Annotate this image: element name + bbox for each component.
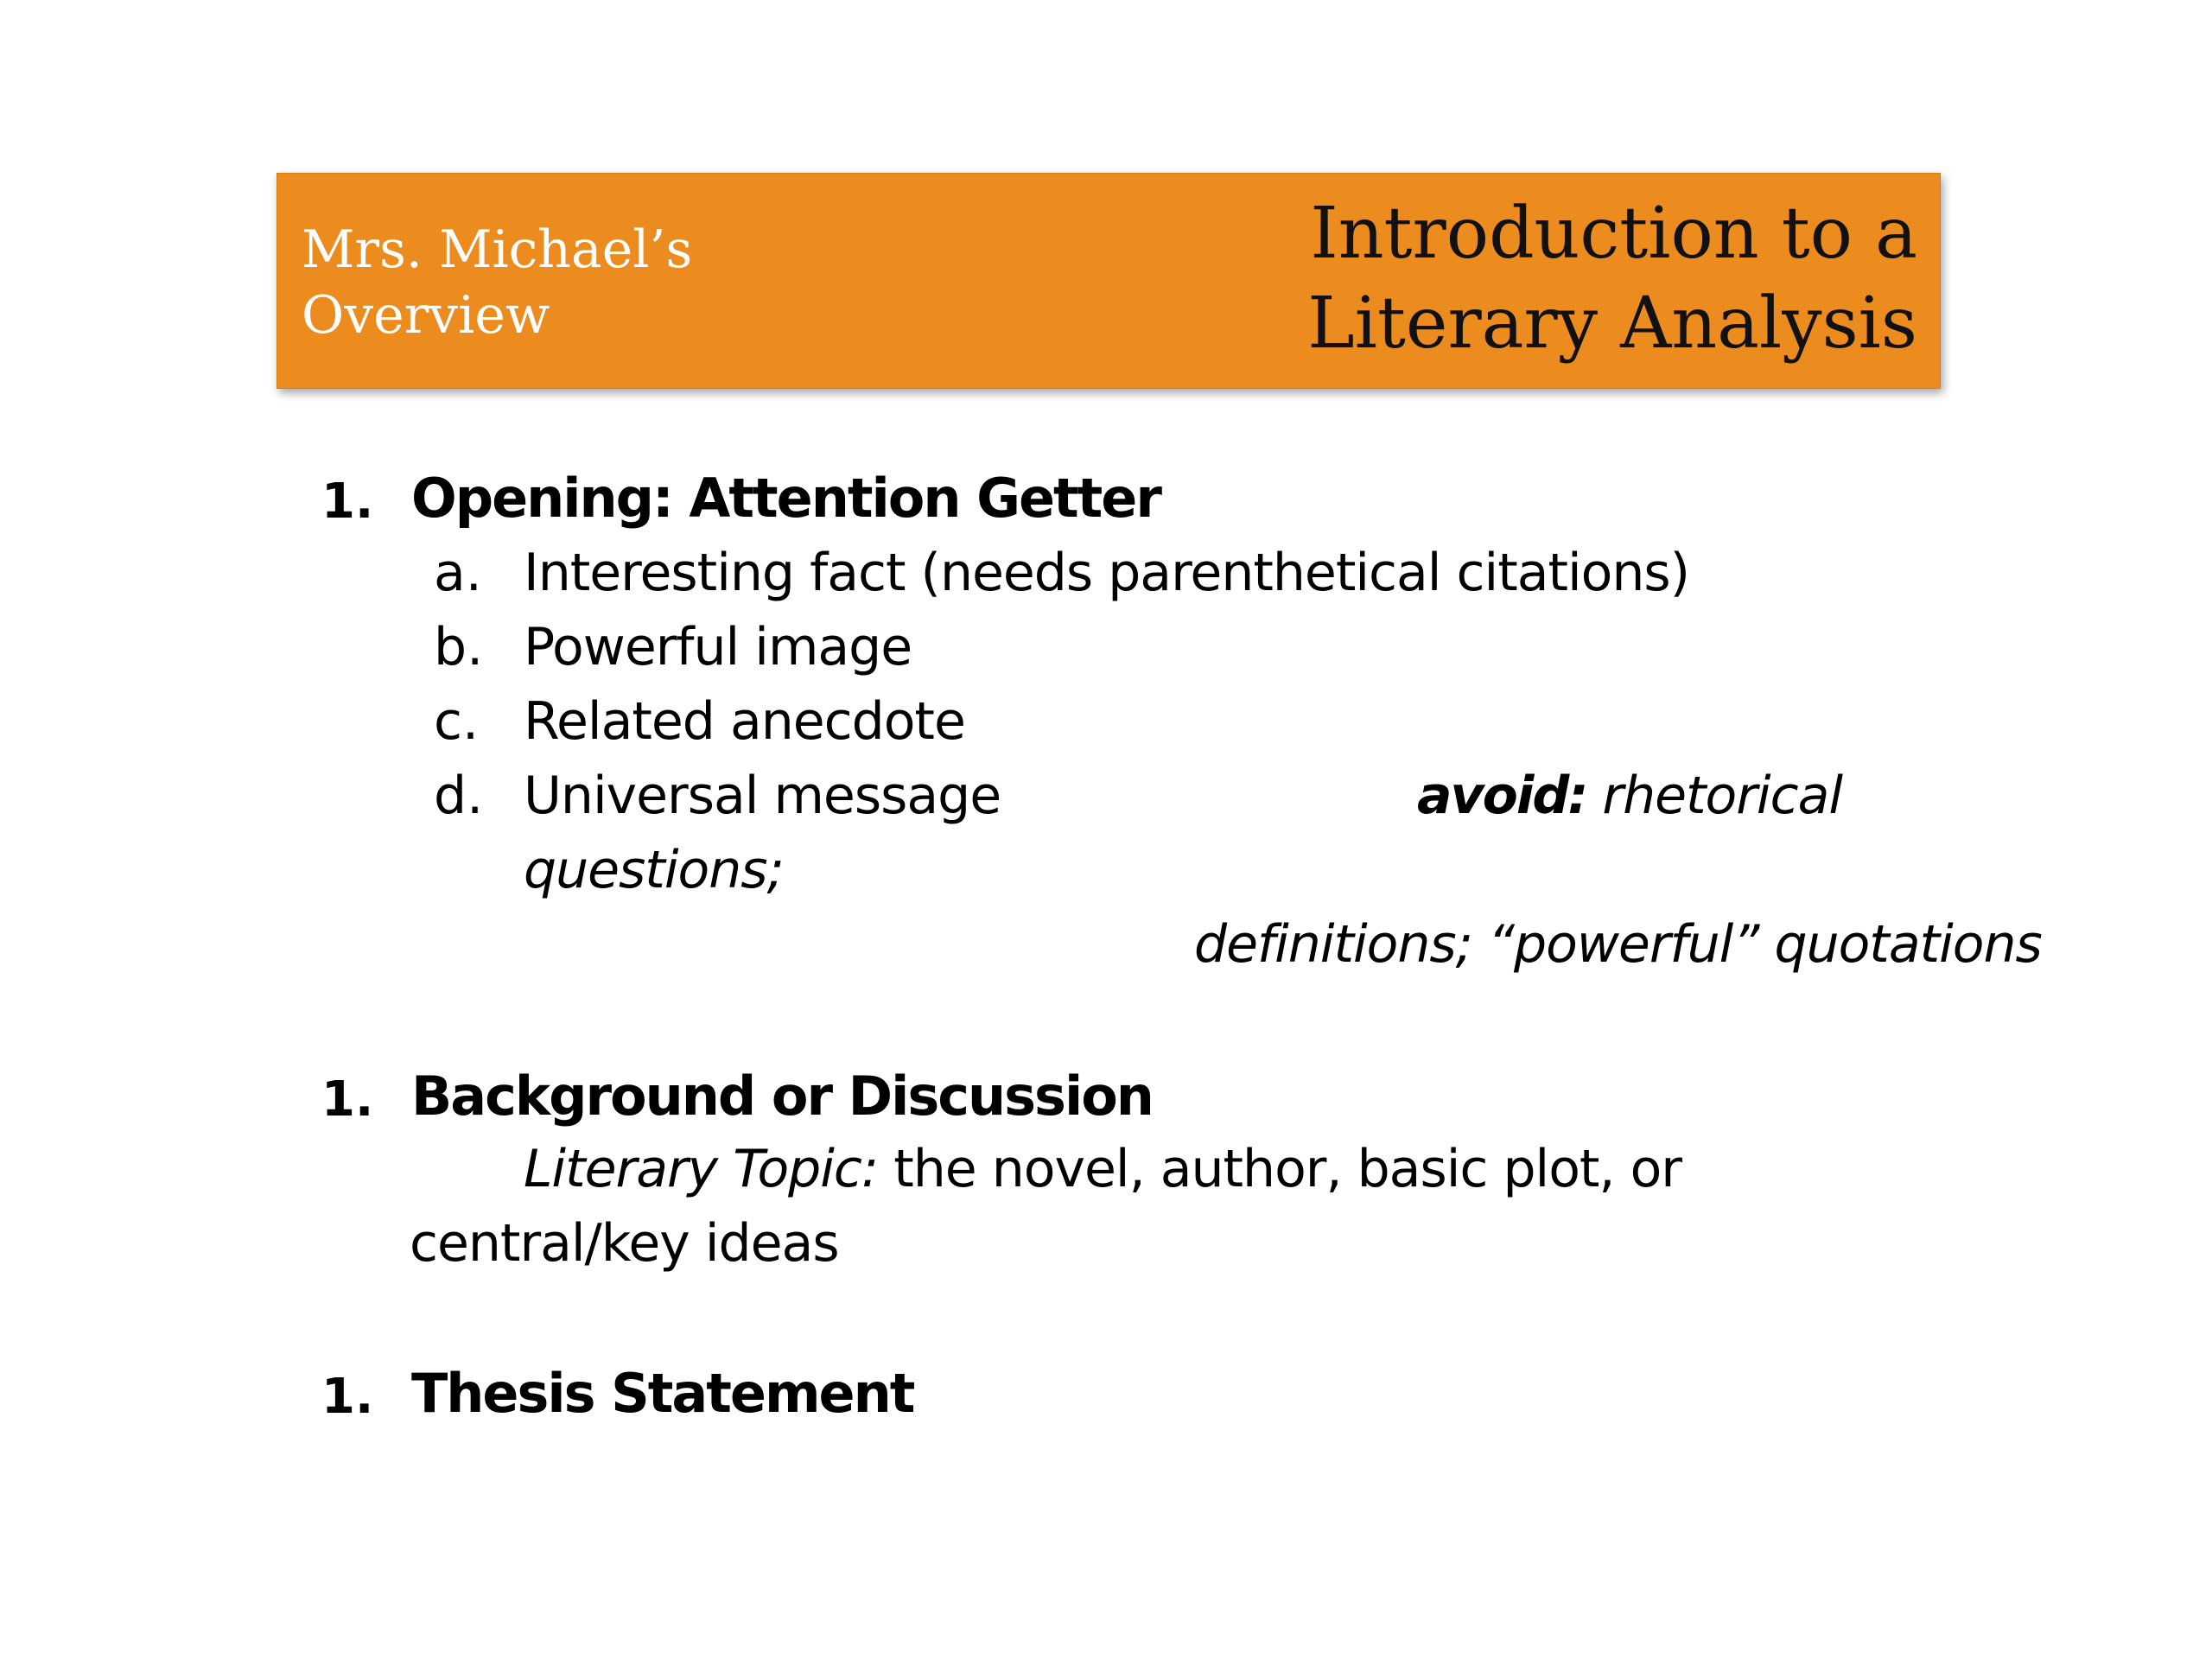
section-3-heading: Thesis Statement: [411, 1362, 914, 1425]
slide-title: [1307, 189, 1917, 369]
avoid-text-3: definitions; “powerful” quotations: [1194, 914, 2042, 975]
item-a-text: Interesting fact (needs parenthetical citations): [524, 543, 1690, 603]
banner-subtitle-line1: Mrs. Michael’s: [302, 219, 693, 280]
item-d-letter: d.: [434, 766, 484, 826]
avoid-text-2: questions;: [524, 840, 784, 900]
slide-title-line1: Introduction to a: [1310, 193, 1917, 275]
literary-topic-text-2: central/key ideas: [410, 1213, 839, 1274]
section-1-heading: Opening: Attention Getter: [411, 467, 1160, 530]
literary-topic-text: the novel, author, basic plot, or: [893, 1139, 1681, 1199]
section-2-number: 1.: [321, 1071, 374, 1128]
item-b-letter: b.: [434, 617, 484, 677]
section-1-number: 1.: [321, 474, 374, 530]
avoid-label: avoid:: [1417, 766, 1587, 826]
avoid-text-1: rhetorical: [1602, 766, 1843, 826]
slide-title-line2: Literary Analysis: [1307, 283, 1917, 365]
item-c-text: Related anecdote: [524, 691, 965, 752]
item-d-text: Universal message: [524, 766, 1001, 826]
avoid-note: [1417, 766, 1842, 826]
title-banner: [276, 173, 1941, 389]
item-c-letter: c.: [434, 691, 480, 752]
item-b-text: Powerful image: [524, 617, 912, 677]
item-a-letter: a.: [434, 543, 482, 603]
literary-topic-label: Literary Topic:: [524, 1139, 879, 1199]
literary-topic-line: [524, 1139, 1681, 1199]
banner-subtitle: [302, 217, 692, 348]
section-2-heading: Background or Discussion: [411, 1065, 1153, 1128]
section-3-number: 1.: [321, 1369, 374, 1425]
banner-subtitle-line2: Overview: [302, 285, 550, 346]
